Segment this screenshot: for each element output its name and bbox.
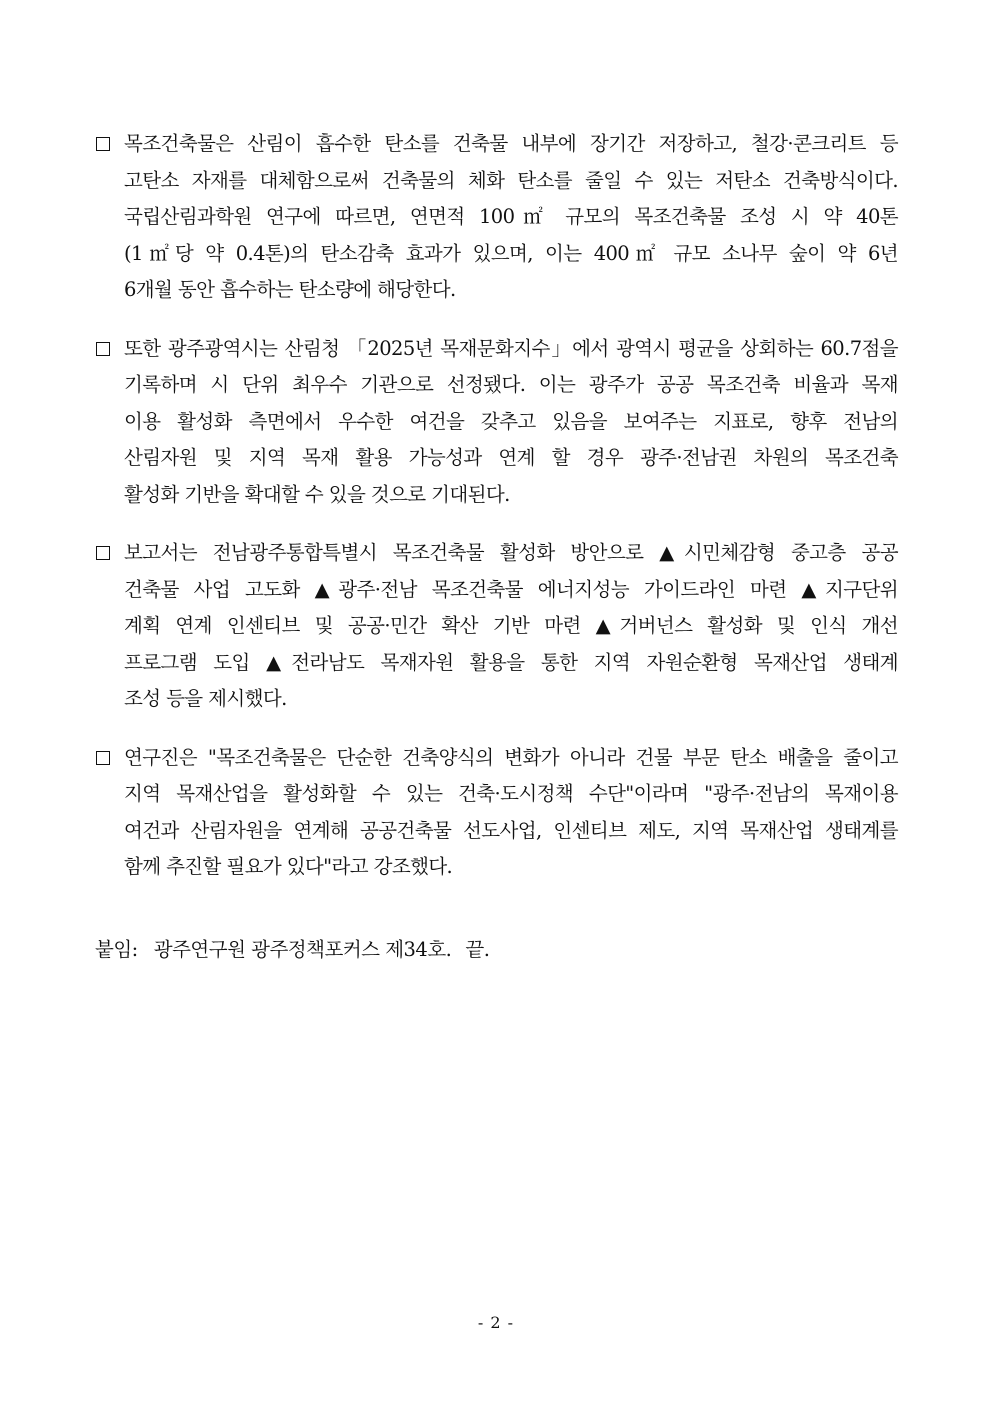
paragraph-2 xyxy=(95,331,898,514)
paragraph-3 xyxy=(95,535,898,718)
attachment-note xyxy=(95,932,489,968)
paragraph-line: 또한 광주광역시는 산림청 「2025년 목재문화지수」에서 광역시 평균을 상회하는 60.7점을 xyxy=(124,336,898,360)
paragraph-line: 프로그램 도입 ▲전라남도 목재자원 활용을 통한 지역 자원순환형 목재산업 생태계 xyxy=(124,650,898,674)
attachment-end-mark: 끝. xyxy=(465,938,490,961)
paragraph-line: 여건과 산림자원을 연계해 공공건축물 선도사업, 인센티브 제도, 지역 목재산업 생태계를 xyxy=(124,818,898,842)
paragraph-line: 고탄소 자재를 대체함으로써 건축물의 체화 탄소를 줄일 수 있는 저탄소 건축방식이다. xyxy=(124,168,898,192)
paragraph-line: 활성화 기반을 확대할 수 있을 것으로 기대된다. xyxy=(124,482,510,506)
paragraph-line: 건축물 사업 고도화 ▲광주·전남 목조건축물 에너지성능 가이드라인 마련 ▲지구단위 xyxy=(124,577,898,601)
paragraph-line: 조성 등을 제시했다. xyxy=(124,687,287,710)
attachment-label: 붙임: xyxy=(95,938,138,961)
paragraph-line: 보고서는 전남광주통합특별시 목조건축물 활성화 방안으로 ▲시민체감형 중고층 공공 xyxy=(124,541,898,564)
paragraph-line: 기록하며 시 단위 최우수 기관으로 선정됐다. 이는 광주가 공공 목조건축 비율과 목재 xyxy=(124,373,898,396)
paragraph-line: 이용 활성화 측면에서 우수한 여건을 갖추고 있음을 보여주는 지표로, 향후 전남의 xyxy=(124,409,898,433)
paragraph-line: 국립산림과학원 연구에 따르면, 연면적 100㎡ 규모의 목조건축물 조성 시 약 40톤 xyxy=(124,205,898,228)
page-number: - 2 - xyxy=(477,1313,515,1332)
checkbox-square-icon xyxy=(96,137,110,151)
checkbox-square-icon xyxy=(96,342,110,356)
body-content xyxy=(95,126,898,908)
paragraph-line: 산림자원 및 지역 목재 활용 가능성과 연계 할 경우 광주·전남권 차원의 목조건축 xyxy=(124,446,898,469)
checkbox-square-icon xyxy=(96,751,110,765)
checkbox-square-icon xyxy=(96,546,110,560)
paragraph-line: 함께 추진할 필요가 있다"라고 강조했다. xyxy=(124,855,453,878)
attachment-text: 광주연구원 광주정책포커스 제34호. xyxy=(153,938,452,961)
paragraph-1 xyxy=(95,126,898,309)
paragraph-line: 계획 연계 인센티브 및 공공·민간 확산 기반 마련 ▲거버넌스 활성화 및 인식 개선 xyxy=(124,614,898,637)
paragraph-line: 연구진은 "목조건축물은 단순한 건축양식의 변화가 아니라 건물 부문 탄소 배출을 줄이고 xyxy=(124,745,898,769)
paragraph-line: 6개월 동안 흡수하는 탄소량에 해당한다. xyxy=(124,278,456,301)
paragraph-line: (1㎡당 약 0.4톤)의 탄소감축 효과가 있으며, 이는 400㎡ 규모 소나무 숲이 약 6년 xyxy=(124,241,898,265)
paragraph-line: 지역 목재산업을 활성화할 수 있는 건축·도시정책 수단"이라며 "광주·전남의 목재이용 xyxy=(124,782,898,805)
paragraph-line: 목조건축물은 산림이 흡수한 탄소를 건축물 내부에 장기간 저장하고, 철강·콘크리트 등 xyxy=(124,132,898,155)
paragraph-4 xyxy=(95,740,898,886)
